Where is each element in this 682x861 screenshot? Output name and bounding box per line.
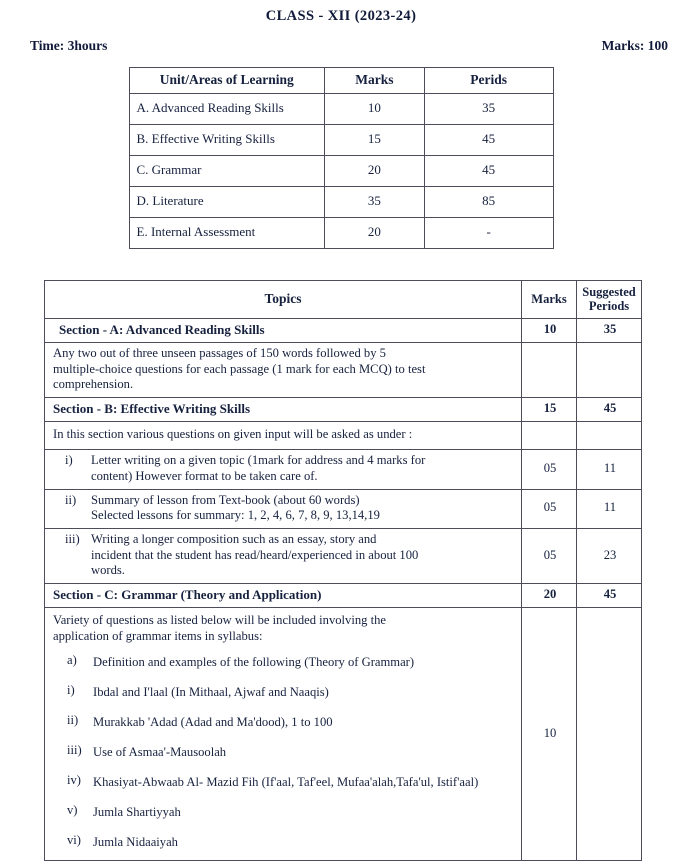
item-marker: iv) bbox=[67, 772, 81, 787]
item-marker: ii) bbox=[67, 712, 79, 727]
unit-name: E. Internal Assessment bbox=[129, 218, 325, 249]
empty-marks-cell bbox=[522, 343, 577, 398]
grammar-item bbox=[67, 797, 515, 827]
empty-periods-cell bbox=[577, 343, 642, 398]
intro-line: application of grammar items in syllabus: bbox=[53, 629, 263, 644]
unit-periods: 45 bbox=[424, 125, 553, 156]
section-a-row bbox=[45, 319, 642, 343]
section-b-title: Section - B: Effective Writing Skills bbox=[45, 398, 522, 422]
section-b-item bbox=[45, 529, 522, 584]
item-marks: 05 bbox=[522, 489, 577, 528]
item-text bbox=[91, 493, 515, 524]
section-a-marks: 10 bbox=[522, 319, 577, 343]
col-header-marks: Marks bbox=[522, 281, 577, 319]
section-b-row bbox=[45, 398, 642, 422]
item-periods: 11 bbox=[577, 450, 642, 489]
item-line: incident that the student has read/heard/experienced in about 100 bbox=[91, 547, 419, 562]
section-c-marks: 20 bbox=[522, 584, 577, 608]
empty-periods-cell bbox=[577, 422, 642, 450]
section-b-item bbox=[45, 489, 522, 528]
item-line: content) However format to be taken care of. bbox=[91, 468, 318, 483]
section-b-periods: 45 bbox=[577, 398, 642, 422]
section-c-body-periods bbox=[577, 608, 642, 861]
page-title: CLASS - XII (2023-24) bbox=[265, 8, 417, 24]
item-marker: vi) bbox=[67, 832, 81, 847]
col-header-topics: Topics bbox=[45, 281, 522, 319]
unit-marks: 35 bbox=[325, 187, 425, 218]
item-line: Summary of lesson from Text-book (about 60 words) bbox=[91, 492, 360, 507]
unit-periods: 85 bbox=[424, 187, 553, 218]
section-b-intro-row bbox=[45, 422, 642, 450]
table-header-row bbox=[45, 281, 642, 319]
item-marker: iii) bbox=[65, 532, 80, 546]
section-b-item-row bbox=[45, 529, 642, 584]
section-c-intro bbox=[53, 611, 515, 647]
exam-time: Time: 3hours bbox=[30, 38, 108, 53]
unit-name: A. Advanced Reading Skills bbox=[129, 94, 325, 125]
col-header-suggested-periods bbox=[577, 281, 642, 319]
section-a-description bbox=[45, 343, 522, 398]
exam-meta-row bbox=[0, 25, 682, 54]
col-header-marks: Marks bbox=[325, 68, 425, 94]
item-marker: v) bbox=[67, 802, 78, 817]
item-text: Jumla Shartiyyah bbox=[93, 804, 181, 819]
grammar-item bbox=[67, 707, 515, 737]
empty-marks-cell bbox=[522, 422, 577, 450]
item-periods: 11 bbox=[577, 489, 642, 528]
item-text bbox=[91, 532, 515, 579]
section-a-description-row bbox=[45, 343, 642, 398]
item-text: Use of Asmaa'-Mausoolah bbox=[93, 744, 227, 759]
item-line: Letter writing on a given topic (1mark for address and 4 marks for bbox=[91, 453, 426, 468]
unit-name: D. Literature bbox=[129, 187, 325, 218]
section-b-item bbox=[45, 450, 522, 489]
section-b-item-row bbox=[45, 489, 642, 528]
table-row bbox=[129, 187, 553, 218]
unit-marks: 10 bbox=[325, 94, 425, 125]
table-row bbox=[129, 94, 553, 125]
item-marks: 05 bbox=[522, 450, 577, 489]
grammar-items-list bbox=[53, 647, 515, 856]
item-marks: 05 bbox=[522, 529, 577, 584]
item-text: Jumla Nidaaiyah bbox=[93, 834, 178, 849]
suggested-label: Suggested bbox=[582, 285, 636, 299]
unit-marks: 20 bbox=[325, 156, 425, 187]
grammar-item bbox=[67, 767, 515, 797]
item-line: words. bbox=[91, 563, 125, 578]
description-line: multiple-choice questions for each passage (1 mark for each MCQ) to test bbox=[53, 361, 426, 376]
unit-name: C. Grammar bbox=[129, 156, 325, 187]
item-marker: a) bbox=[67, 653, 77, 668]
item-text: Khasiyat-Abwaab Al- Mazid Fih (If'aal, Taf'eel, Mufaa'alah,Tafa'ul, Istif'aal) bbox=[93, 774, 479, 789]
item-line: Selected lessons for summary: 1, 2, 4, 6, 7, 8, 9, 13,14,19 bbox=[91, 508, 380, 523]
description-line: Any two out of three unseen passages of 150 words followed by 5 bbox=[53, 346, 386, 361]
description-line: comprehension. bbox=[53, 377, 134, 392]
section-c-periods: 45 bbox=[577, 584, 642, 608]
table-header-row bbox=[129, 68, 553, 94]
section-a-periods: 35 bbox=[577, 319, 642, 343]
item-marker: i) bbox=[65, 453, 73, 468]
periods-label: Periods bbox=[588, 299, 630, 313]
table-row bbox=[129, 156, 553, 187]
item-marker: iii) bbox=[67, 742, 82, 757]
grammar-item bbox=[67, 677, 515, 707]
item-marker: i) bbox=[67, 683, 75, 698]
unit-areas-table bbox=[129, 67, 554, 249]
section-b-marks: 15 bbox=[522, 398, 577, 422]
unit-name: B. Effective Writing Skills bbox=[129, 125, 325, 156]
unit-periods: 45 bbox=[424, 156, 553, 187]
exam-marks: Marks: 100 bbox=[601, 38, 668, 53]
section-b-intro: In this section various questions on given input will be asked as under : bbox=[45, 422, 522, 450]
section-c-body bbox=[45, 608, 522, 861]
section-c-title: Section - C: Grammar (Theory and Application) bbox=[45, 584, 522, 608]
table-row bbox=[129, 125, 553, 156]
item-text: Definition and examples of the following (Theory of Grammar) bbox=[93, 655, 415, 670]
item-text: Murakkab 'Adad (Adad and Ma'dood), 1 to 100 bbox=[93, 714, 333, 729]
unit-table-container bbox=[0, 67, 682, 249]
item-line: Writing a longer composition such as an essay, story and bbox=[91, 532, 377, 546]
item-text: Ibdal and I'laal (In Mithaal, Ajwaf and Naaqis) bbox=[93, 685, 329, 700]
grammar-item bbox=[67, 737, 515, 767]
intro-line: Variety of questions as listed below will be included involving the bbox=[53, 613, 386, 628]
unit-marks: 15 bbox=[325, 125, 425, 156]
unit-periods: - bbox=[424, 218, 553, 249]
item-marker: ii) bbox=[65, 492, 77, 507]
section-c-body-marks: 10 bbox=[522, 608, 577, 861]
section-c-body-row bbox=[45, 608, 642, 861]
unit-periods: 35 bbox=[424, 94, 553, 125]
item-periods: 23 bbox=[577, 529, 642, 584]
section-a-title: Section - A: Advanced Reading Skills bbox=[45, 319, 522, 343]
topics-table bbox=[44, 280, 642, 861]
section-b-item-row bbox=[45, 450, 642, 489]
col-header-periods: Perids bbox=[424, 68, 553, 94]
col-header-unit: Unit/Areas of Learning bbox=[129, 68, 325, 94]
grammar-item bbox=[67, 647, 515, 677]
section-c-row bbox=[45, 584, 642, 608]
unit-marks: 20 bbox=[325, 218, 425, 249]
topics-table-container bbox=[0, 280, 682, 861]
table-row bbox=[129, 218, 553, 249]
item-text bbox=[91, 453, 515, 484]
